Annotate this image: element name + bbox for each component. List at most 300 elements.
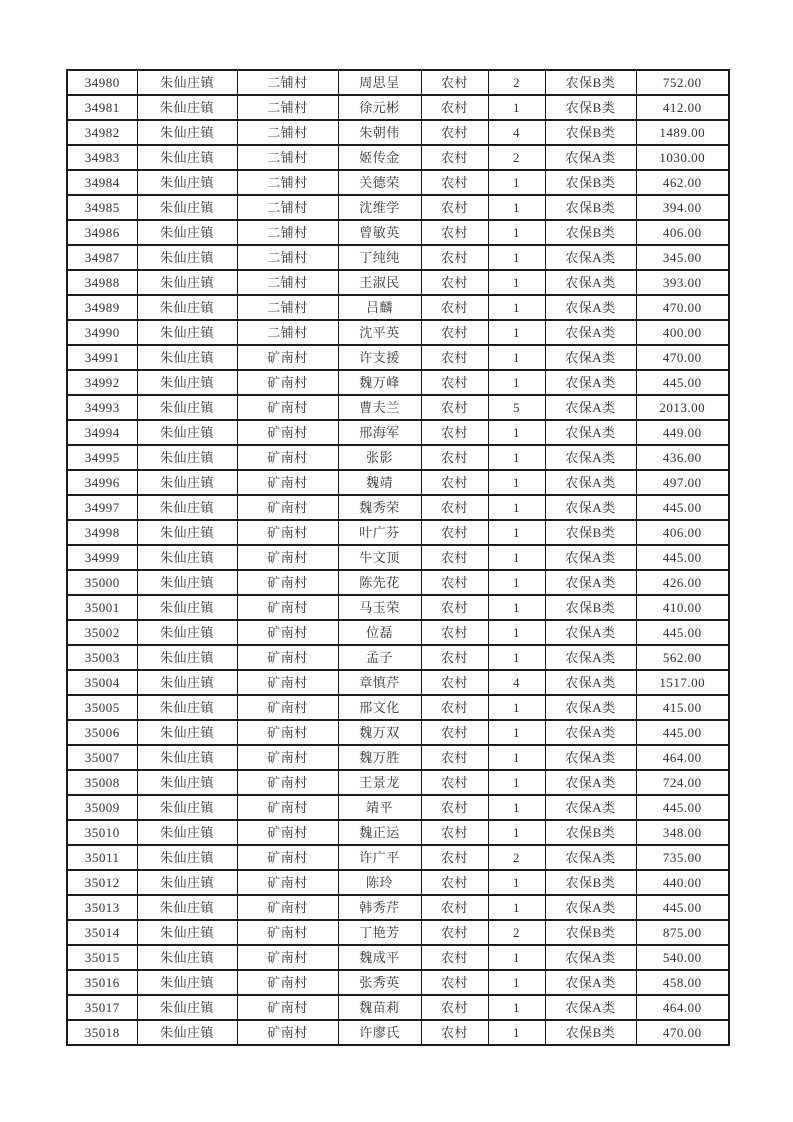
cell-insurance-category: 农保A类 bbox=[545, 145, 636, 170]
cell-serial-number: 34987 bbox=[67, 245, 137, 270]
cell-village: 矿南村 bbox=[237, 920, 338, 945]
cell-residence-type: 农村 bbox=[421, 320, 488, 345]
table-body bbox=[67, 70, 729, 1045]
cell-town: 朱仙庄镇 bbox=[137, 420, 237, 445]
cell-person-count: 1 bbox=[488, 795, 545, 820]
cell-town: 朱仙庄镇 bbox=[137, 170, 237, 195]
cell-village: 二铺村 bbox=[237, 95, 338, 120]
cell-residence-type: 农村 bbox=[421, 395, 488, 420]
cell-person-name: 关德荣 bbox=[338, 170, 421, 195]
cell-serial-number: 34994 bbox=[67, 420, 137, 445]
cell-person-count: 1 bbox=[488, 320, 545, 345]
cell-person-name: 孟子 bbox=[338, 645, 421, 670]
table-row bbox=[67, 770, 729, 795]
cell-person-name: 魏成平 bbox=[338, 945, 421, 970]
cell-serial-number: 35012 bbox=[67, 870, 137, 895]
cell-serial-number: 35005 bbox=[67, 695, 137, 720]
cell-town: 朱仙庄镇 bbox=[137, 270, 237, 295]
cell-town: 朱仙庄镇 bbox=[137, 445, 237, 470]
cell-amount: 752.00 bbox=[636, 70, 729, 95]
cell-person-name: 许广平 bbox=[338, 845, 421, 870]
cell-serial-number: 35008 bbox=[67, 770, 137, 795]
cell-town: 朱仙庄镇 bbox=[137, 770, 237, 795]
cell-person-count: 2 bbox=[488, 145, 545, 170]
cell-insurance-category: 农保A类 bbox=[545, 720, 636, 745]
cell-insurance-category: 农保A类 bbox=[545, 320, 636, 345]
cell-amount: 445.00 bbox=[636, 895, 729, 920]
cell-person-name: 吕麟 bbox=[338, 295, 421, 320]
cell-residence-type: 农村 bbox=[421, 170, 488, 195]
cell-village: 二铺村 bbox=[237, 70, 338, 95]
cell-residence-type: 农村 bbox=[421, 595, 488, 620]
cell-village: 矿南村 bbox=[237, 895, 338, 920]
cell-amount: 470.00 bbox=[636, 295, 729, 320]
cell-serial-number: 34993 bbox=[67, 395, 137, 420]
cell-person-count: 1 bbox=[488, 870, 545, 895]
cell-person-count: 1 bbox=[488, 720, 545, 745]
cell-town: 朱仙庄镇 bbox=[137, 570, 237, 595]
cell-village: 矿南村 bbox=[237, 970, 338, 995]
cell-person-name: 许支援 bbox=[338, 345, 421, 370]
cell-village: 矿南村 bbox=[237, 1020, 338, 1045]
cell-person-name: 邢文化 bbox=[338, 695, 421, 720]
table-row bbox=[67, 270, 729, 295]
cell-village: 矿南村 bbox=[237, 545, 338, 570]
table-row bbox=[67, 145, 729, 170]
cell-village: 二铺村 bbox=[237, 120, 338, 145]
table-row bbox=[67, 1020, 729, 1045]
cell-town: 朱仙庄镇 bbox=[137, 295, 237, 320]
cell-insurance-category: 农保B类 bbox=[545, 70, 636, 95]
cell-person-name: 陈先花 bbox=[338, 570, 421, 595]
cell-serial-number: 34990 bbox=[67, 320, 137, 345]
cell-amount: 345.00 bbox=[636, 245, 729, 270]
cell-insurance-category: 农保B类 bbox=[545, 95, 636, 120]
cell-residence-type: 农村 bbox=[421, 970, 488, 995]
table-row bbox=[67, 295, 729, 320]
table-row bbox=[67, 245, 729, 270]
cell-village: 二铺村 bbox=[237, 320, 338, 345]
cell-serial-number: 34984 bbox=[67, 170, 137, 195]
cell-town: 朱仙庄镇 bbox=[137, 495, 237, 520]
cell-person-name: 陈玲 bbox=[338, 870, 421, 895]
cell-serial-number: 34983 bbox=[67, 145, 137, 170]
cell-town: 朱仙庄镇 bbox=[137, 70, 237, 95]
cell-town: 朱仙庄镇 bbox=[137, 1020, 237, 1045]
cell-town: 朱仙庄镇 bbox=[137, 370, 237, 395]
table-row bbox=[67, 870, 729, 895]
cell-amount: 464.00 bbox=[636, 995, 729, 1020]
cell-town: 朱仙庄镇 bbox=[137, 620, 237, 645]
cell-amount: 1030.00 bbox=[636, 145, 729, 170]
cell-town: 朱仙庄镇 bbox=[137, 545, 237, 570]
cell-person-count: 1 bbox=[488, 445, 545, 470]
cell-person-name: 张秀英 bbox=[338, 970, 421, 995]
records-table bbox=[66, 69, 730, 1046]
cell-serial-number: 35000 bbox=[67, 570, 137, 595]
cell-serial-number: 35018 bbox=[67, 1020, 137, 1045]
cell-person-count: 1 bbox=[488, 545, 545, 570]
cell-person-count: 1 bbox=[488, 195, 545, 220]
cell-residence-type: 农村 bbox=[421, 720, 488, 745]
cell-serial-number: 35001 bbox=[67, 595, 137, 620]
cell-person-count: 1 bbox=[488, 520, 545, 545]
cell-serial-number: 35003 bbox=[67, 645, 137, 670]
cell-amount: 449.00 bbox=[636, 420, 729, 445]
cell-insurance-category: 农保A类 bbox=[545, 620, 636, 645]
cell-residence-type: 农村 bbox=[421, 695, 488, 720]
cell-person-count: 1 bbox=[488, 420, 545, 445]
cell-person-count: 1 bbox=[488, 770, 545, 795]
cell-person-name: 徐元彬 bbox=[338, 95, 421, 120]
cell-insurance-category: 农保A类 bbox=[545, 345, 636, 370]
cell-residence-type: 农村 bbox=[421, 70, 488, 95]
cell-town: 朱仙庄镇 bbox=[137, 595, 237, 620]
cell-amount: 348.00 bbox=[636, 820, 729, 845]
table-row bbox=[67, 845, 729, 870]
cell-person-name: 王景龙 bbox=[338, 770, 421, 795]
cell-amount: 562.00 bbox=[636, 645, 729, 670]
cell-insurance-category: 农保A类 bbox=[545, 795, 636, 820]
table-row bbox=[67, 420, 729, 445]
table-row bbox=[67, 95, 729, 120]
cell-amount: 462.00 bbox=[636, 170, 729, 195]
cell-insurance-category: 农保B类 bbox=[545, 170, 636, 195]
cell-serial-number: 34986 bbox=[67, 220, 137, 245]
cell-insurance-category: 农保A类 bbox=[545, 745, 636, 770]
cell-person-count: 4 bbox=[488, 670, 545, 695]
table-row bbox=[67, 920, 729, 945]
cell-person-count: 2 bbox=[488, 920, 545, 945]
cell-insurance-category: 农保A类 bbox=[545, 295, 636, 320]
cell-village: 矿南村 bbox=[237, 570, 338, 595]
cell-serial-number: 35007 bbox=[67, 745, 137, 770]
cell-serial-number: 34981 bbox=[67, 95, 137, 120]
cell-amount: 400.00 bbox=[636, 320, 729, 345]
cell-amount: 445.00 bbox=[636, 545, 729, 570]
cell-amount: 415.00 bbox=[636, 695, 729, 720]
cell-person-count: 2 bbox=[488, 70, 545, 95]
cell-insurance-category: 农保A类 bbox=[545, 970, 636, 995]
cell-residence-type: 农村 bbox=[421, 145, 488, 170]
cell-serial-number: 35002 bbox=[67, 620, 137, 645]
cell-person-count: 1 bbox=[488, 820, 545, 845]
cell-residence-type: 农村 bbox=[421, 195, 488, 220]
cell-residence-type: 农村 bbox=[421, 220, 488, 245]
table-row bbox=[67, 995, 729, 1020]
cell-person-name: 魏苗莉 bbox=[338, 995, 421, 1020]
cell-person-name: 位磊 bbox=[338, 620, 421, 645]
cell-residence-type: 农村 bbox=[421, 1020, 488, 1045]
cell-serial-number: 34996 bbox=[67, 470, 137, 495]
cell-amount: 406.00 bbox=[636, 520, 729, 545]
cell-amount: 1489.00 bbox=[636, 120, 729, 145]
cell-residence-type: 农村 bbox=[421, 795, 488, 820]
cell-amount: 1517.00 bbox=[636, 670, 729, 695]
cell-amount: 458.00 bbox=[636, 970, 729, 995]
cell-town: 朱仙庄镇 bbox=[137, 945, 237, 970]
cell-residence-type: 农村 bbox=[421, 745, 488, 770]
cell-amount: 540.00 bbox=[636, 945, 729, 970]
table-row bbox=[67, 445, 729, 470]
cell-person-name: 靖平 bbox=[338, 795, 421, 820]
table-row bbox=[67, 520, 729, 545]
cell-amount: 497.00 bbox=[636, 470, 729, 495]
cell-town: 朱仙庄镇 bbox=[137, 870, 237, 895]
cell-town: 朱仙庄镇 bbox=[137, 670, 237, 695]
cell-village: 矿南村 bbox=[237, 770, 338, 795]
cell-person-name: 周思呈 bbox=[338, 70, 421, 95]
cell-person-name: 章慎芹 bbox=[338, 670, 421, 695]
cell-amount: 735.00 bbox=[636, 845, 729, 870]
cell-serial-number: 34995 bbox=[67, 445, 137, 470]
table-row bbox=[67, 970, 729, 995]
cell-insurance-category: 农保B类 bbox=[545, 520, 636, 545]
cell-village: 矿南村 bbox=[237, 445, 338, 470]
cell-town: 朱仙庄镇 bbox=[137, 795, 237, 820]
cell-insurance-category: 农保B类 bbox=[545, 120, 636, 145]
cell-town: 朱仙庄镇 bbox=[137, 345, 237, 370]
cell-residence-type: 农村 bbox=[421, 920, 488, 945]
cell-person-count: 4 bbox=[488, 120, 545, 145]
cell-amount: 393.00 bbox=[636, 270, 729, 295]
cell-amount: 426.00 bbox=[636, 570, 729, 595]
cell-insurance-category: 农保B类 bbox=[545, 820, 636, 845]
cell-residence-type: 农村 bbox=[421, 845, 488, 870]
cell-residence-type: 农村 bbox=[421, 870, 488, 895]
cell-serial-number: 34997 bbox=[67, 495, 137, 520]
cell-residence-type: 农村 bbox=[421, 620, 488, 645]
cell-village: 矿南村 bbox=[237, 370, 338, 395]
cell-amount: 445.00 bbox=[636, 795, 729, 820]
cell-person-count: 1 bbox=[488, 895, 545, 920]
cell-residence-type: 农村 bbox=[421, 295, 488, 320]
cell-town: 朱仙庄镇 bbox=[137, 970, 237, 995]
cell-residence-type: 农村 bbox=[421, 120, 488, 145]
cell-serial-number: 34985 bbox=[67, 195, 137, 220]
cell-town: 朱仙庄镇 bbox=[137, 220, 237, 245]
cell-insurance-category: 农保A类 bbox=[545, 645, 636, 670]
table-row bbox=[67, 395, 729, 420]
cell-insurance-category: 农保A类 bbox=[545, 370, 636, 395]
cell-serial-number: 35015 bbox=[67, 945, 137, 970]
cell-person-name: 王淑民 bbox=[338, 270, 421, 295]
cell-amount: 724.00 bbox=[636, 770, 729, 795]
cell-town: 朱仙庄镇 bbox=[137, 745, 237, 770]
cell-residence-type: 农村 bbox=[421, 370, 488, 395]
table-row bbox=[67, 470, 729, 495]
cell-residence-type: 农村 bbox=[421, 420, 488, 445]
cell-village: 矿南村 bbox=[237, 870, 338, 895]
cell-insurance-category: 农保A类 bbox=[545, 995, 636, 1020]
cell-person-count: 1 bbox=[488, 495, 545, 520]
cell-person-count: 1 bbox=[488, 1020, 545, 1045]
cell-insurance-category: 农保A类 bbox=[545, 395, 636, 420]
cell-residence-type: 农村 bbox=[421, 670, 488, 695]
cell-residence-type: 农村 bbox=[421, 445, 488, 470]
cell-person-name: 牛文顶 bbox=[338, 545, 421, 570]
cell-person-count: 1 bbox=[488, 220, 545, 245]
cell-village: 矿南村 bbox=[237, 470, 338, 495]
cell-insurance-category: 农保A类 bbox=[545, 445, 636, 470]
cell-town: 朱仙庄镇 bbox=[137, 995, 237, 1020]
cell-residence-type: 农村 bbox=[421, 895, 488, 920]
cell-person-name: 张影 bbox=[338, 445, 421, 470]
cell-person-count: 1 bbox=[488, 370, 545, 395]
cell-town: 朱仙庄镇 bbox=[137, 645, 237, 670]
cell-serial-number: 34999 bbox=[67, 545, 137, 570]
cell-insurance-category: 农保A类 bbox=[545, 845, 636, 870]
cell-person-name: 魏正运 bbox=[338, 820, 421, 845]
table-row bbox=[67, 645, 729, 670]
cell-town: 朱仙庄镇 bbox=[137, 195, 237, 220]
table-row bbox=[67, 795, 729, 820]
table-row bbox=[67, 945, 729, 970]
cell-serial-number: 34998 bbox=[67, 520, 137, 545]
cell-amount: 436.00 bbox=[636, 445, 729, 470]
cell-village: 矿南村 bbox=[237, 620, 338, 645]
cell-person-name: 韩秀芹 bbox=[338, 895, 421, 920]
cell-person-name: 魏万峰 bbox=[338, 370, 421, 395]
cell-insurance-category: 农保A类 bbox=[545, 245, 636, 270]
cell-person-count: 1 bbox=[488, 745, 545, 770]
cell-town: 朱仙庄镇 bbox=[137, 95, 237, 120]
cell-residence-type: 农村 bbox=[421, 995, 488, 1020]
cell-insurance-category: 农保A类 bbox=[545, 470, 636, 495]
cell-village: 矿南村 bbox=[237, 945, 338, 970]
cell-residence-type: 农村 bbox=[421, 945, 488, 970]
cell-residence-type: 农村 bbox=[421, 495, 488, 520]
table-row bbox=[67, 70, 729, 95]
cell-serial-number: 34982 bbox=[67, 120, 137, 145]
table-row bbox=[67, 220, 729, 245]
cell-amount: 445.00 bbox=[636, 495, 729, 520]
cell-person-count: 1 bbox=[488, 295, 545, 320]
cell-person-count: 2 bbox=[488, 845, 545, 870]
cell-insurance-category: 农保A类 bbox=[545, 945, 636, 970]
table-row bbox=[67, 370, 729, 395]
cell-town: 朱仙庄镇 bbox=[137, 395, 237, 420]
table-row bbox=[67, 895, 729, 920]
cell-village: 二铺村 bbox=[237, 220, 338, 245]
cell-amount: 394.00 bbox=[636, 195, 729, 220]
cell-town: 朱仙庄镇 bbox=[137, 695, 237, 720]
cell-person-name: 朱朝伟 bbox=[338, 120, 421, 145]
cell-serial-number: 34989 bbox=[67, 295, 137, 320]
cell-village: 矿南村 bbox=[237, 820, 338, 845]
cell-amount: 410.00 bbox=[636, 595, 729, 620]
cell-village: 矿南村 bbox=[237, 395, 338, 420]
table-row bbox=[67, 720, 729, 745]
cell-residence-type: 农村 bbox=[421, 245, 488, 270]
cell-village: 矿南村 bbox=[237, 845, 338, 870]
table-row bbox=[67, 670, 729, 695]
cell-village: 矿南村 bbox=[237, 420, 338, 445]
table-row bbox=[67, 345, 729, 370]
table-row bbox=[67, 745, 729, 770]
cell-person-name: 魏靖 bbox=[338, 470, 421, 495]
cell-village: 矿南村 bbox=[237, 695, 338, 720]
cell-village: 二铺村 bbox=[237, 195, 338, 220]
cell-serial-number: 35006 bbox=[67, 720, 137, 745]
cell-residence-type: 农村 bbox=[421, 770, 488, 795]
cell-town: 朱仙庄镇 bbox=[137, 320, 237, 345]
cell-person-name: 叶广芬 bbox=[338, 520, 421, 545]
cell-person-count: 5 bbox=[488, 395, 545, 420]
cell-person-count: 1 bbox=[488, 695, 545, 720]
cell-serial-number: 34991 bbox=[67, 345, 137, 370]
table-row bbox=[67, 195, 729, 220]
cell-person-name: 曹夫兰 bbox=[338, 395, 421, 420]
cell-town: 朱仙庄镇 bbox=[137, 520, 237, 545]
cell-village: 矿南村 bbox=[237, 720, 338, 745]
cell-village: 矿南村 bbox=[237, 745, 338, 770]
table-row bbox=[67, 695, 729, 720]
cell-town: 朱仙庄镇 bbox=[137, 845, 237, 870]
cell-serial-number: 35010 bbox=[67, 820, 137, 845]
cell-amount: 464.00 bbox=[636, 745, 729, 770]
cell-insurance-category: 农保A类 bbox=[545, 420, 636, 445]
cell-amount: 875.00 bbox=[636, 920, 729, 945]
table-row bbox=[67, 570, 729, 595]
table-row bbox=[67, 595, 729, 620]
cell-serial-number: 35017 bbox=[67, 995, 137, 1020]
cell-insurance-category: 农保A类 bbox=[545, 770, 636, 795]
table-row bbox=[67, 545, 729, 570]
cell-serial-number: 34992 bbox=[67, 370, 137, 395]
cell-town: 朱仙庄镇 bbox=[137, 895, 237, 920]
cell-amount: 445.00 bbox=[636, 620, 729, 645]
cell-town: 朱仙庄镇 bbox=[137, 145, 237, 170]
cell-village: 矿南村 bbox=[237, 645, 338, 670]
cell-amount: 445.00 bbox=[636, 720, 729, 745]
cell-serial-number: 35009 bbox=[67, 795, 137, 820]
cell-person-count: 1 bbox=[488, 645, 545, 670]
cell-person-name: 魏万胜 bbox=[338, 745, 421, 770]
cell-town: 朱仙庄镇 bbox=[137, 720, 237, 745]
cell-residence-type: 农村 bbox=[421, 520, 488, 545]
table-row bbox=[67, 170, 729, 195]
cell-insurance-category: 农保A类 bbox=[545, 570, 636, 595]
cell-insurance-category: 农保A类 bbox=[545, 495, 636, 520]
cell-amount: 440.00 bbox=[636, 870, 729, 895]
cell-residence-type: 农村 bbox=[421, 570, 488, 595]
cell-village: 矿南村 bbox=[237, 670, 338, 695]
cell-person-name: 姬传金 bbox=[338, 145, 421, 170]
cell-insurance-category: 农保B类 bbox=[545, 870, 636, 895]
cell-village: 二铺村 bbox=[237, 170, 338, 195]
cell-insurance-category: 农保A类 bbox=[545, 895, 636, 920]
cell-serial-number: 34988 bbox=[67, 270, 137, 295]
cell-village: 矿南村 bbox=[237, 520, 338, 545]
cell-insurance-category: 农保A类 bbox=[545, 670, 636, 695]
cell-person-count: 1 bbox=[488, 970, 545, 995]
cell-village: 矿南村 bbox=[237, 345, 338, 370]
cell-person-name: 沈平英 bbox=[338, 320, 421, 345]
cell-town: 朱仙庄镇 bbox=[137, 820, 237, 845]
cell-person-count: 1 bbox=[488, 470, 545, 495]
cell-person-count: 1 bbox=[488, 170, 545, 195]
cell-amount: 412.00 bbox=[636, 95, 729, 120]
cell-village: 矿南村 bbox=[237, 995, 338, 1020]
cell-village: 矿南村 bbox=[237, 795, 338, 820]
cell-town: 朱仙庄镇 bbox=[137, 920, 237, 945]
cell-amount: 470.00 bbox=[636, 345, 729, 370]
cell-insurance-category: 农保A类 bbox=[545, 270, 636, 295]
cell-insurance-category: 农保B类 bbox=[545, 595, 636, 620]
cell-person-name: 曾敏英 bbox=[338, 220, 421, 245]
cell-residence-type: 农村 bbox=[421, 270, 488, 295]
